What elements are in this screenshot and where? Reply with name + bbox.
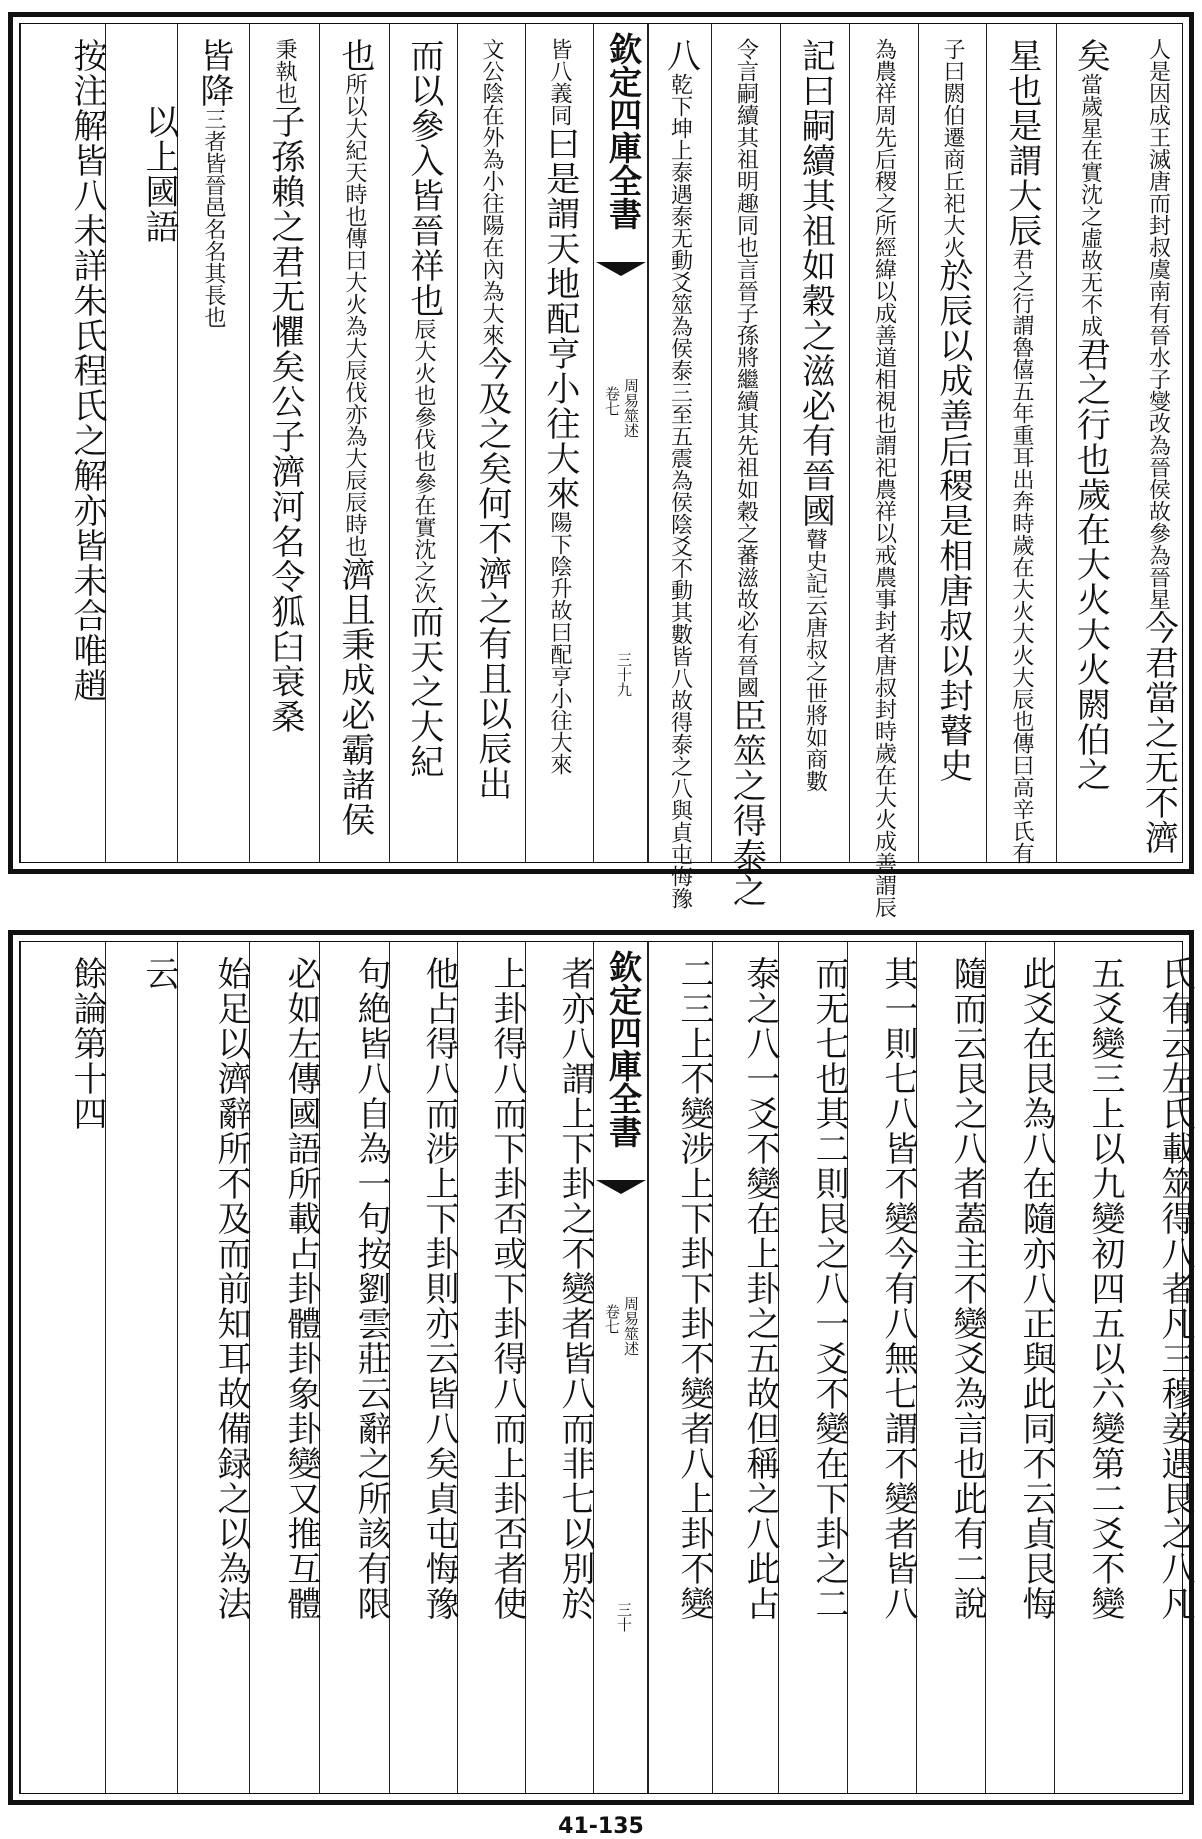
annotation-text: 文公陰在外為小往陽在內為大來 [479,38,505,346]
page-spine [593,24,648,862]
text-column [249,942,319,1793]
page-spine [593,942,648,1793]
text-column [20,942,105,1793]
annotation-text: 陽下陰升故曰配亨小往大來 [547,511,573,775]
section-heading: 餘論第十四 [67,956,107,1131]
main-text: 必如左傳國語所載占卦體卦象卦變又推互體 [281,956,321,1621]
text-column [1054,942,1123,1793]
main-text: 以上國語 [139,104,179,244]
main-text: 而无七也其二則艮之八一爻不變在下卦之二 [809,956,849,1621]
main-text: 泰之八一爻不變在上卦之五故但稱之八此占 [740,956,780,1621]
annotation-text: 人是因成王滅唐而封叔虞南有晉水子燮改為晉侯故參為晉星 [1145,38,1171,610]
book-title: 周易筮述 [622,1296,640,1356]
main-text: 句絶皆八自為一句按劉雲莊云辭之所該有限 [351,956,391,1621]
volume-label: 卷七 [603,386,621,416]
text-column [648,24,711,909]
annotation-text: 為農祥周先后稷之所經緯以成善道相視也謂祀農祥以戒農事封者唐叔封時歲在大火 [871,38,897,830]
text-column [1123,942,1193,1793]
main-text: 其一則七八皆不變今有八無七謂不變者皆八 [878,956,918,1621]
text-column [105,942,177,1793]
main-text: 今君當之无不濟 [1138,610,1179,855]
main-text: 記曰嗣續其祖如穀之滋必有晉國 [795,38,836,528]
annotation-text: 當歲星在實沈之虛故无不成 [1077,73,1103,337]
text-column [177,24,249,862]
fishtail-mark [596,262,645,284]
text-column [389,942,457,1793]
text-column [249,24,319,862]
main-text: 子孫賴之君无懼矣公子濟河名令狐臼衰桑 [264,104,305,734]
text-column [916,942,985,1793]
top-page [8,12,1194,918]
main-text: 於辰以成善后稷是相唐叔以封瞽史 [932,258,973,783]
main-text: 始足以濟辭所不及而前知耳故備録之以為法 [211,956,251,1621]
leaf-number: 三十九 [615,652,633,697]
text-column [177,942,249,1793]
top-page-frame [19,23,1183,918]
main-text: 云 [139,956,179,991]
main-text: 上卦得八而下卦否或下卦得八而上卦否者使 [487,956,527,1621]
text-column [389,24,457,862]
bottom-page-frame [19,941,1195,1794]
text-column [1123,24,1193,862]
main-text: 今及之矣何不濟之有且以辰出 [471,346,512,801]
main-text: 他占得八而涉上下卦則亦云皆八矣貞屯悔豫 [419,956,459,1621]
main-text: 而以參入皆晉祥也 [403,38,444,318]
text-column [319,942,389,1793]
main-text: 皆降 [193,38,234,108]
running-title: 欽定四庫全書 [604,32,643,230]
main-text: 臣筮之得泰之 [726,698,767,908]
main-text: 濟且秉成必霸諸侯 [334,557,375,837]
annotation-text: 皆八義同 [547,38,573,126]
text-column [457,942,525,1793]
text-column [985,942,1054,1793]
volume-label: 卷七 [603,1304,621,1334]
annotation-text: 瞽史記云唐叔之世將如商數 [802,528,828,792]
annotation-text: 成善謂辰 [871,830,897,918]
text-column [918,24,986,862]
main-text: 按注解皆八未詳朱氏程氏之解亦皆未合唯趙 [67,38,107,703]
bottom-page [8,930,1194,1805]
fishtail-mark [596,1180,645,1202]
annotation-text: 子曰閼伯遷商丘祀大火 [940,38,966,258]
annotation-text: 三者皆晉邑名名其長也 [201,108,227,328]
annotation-text: 所以大紀天時也傳曰大火為大辰伐亦為大辰辰時也 [342,73,368,557]
annotation-text: 乾下坤上泰遇泰无動爻筮為侯泰三至五震為侯陰爻不動其數皆八故得泰之八與貞屯悔豫 [667,73,693,909]
main-text: 也 [334,38,375,73]
text-column [847,942,916,1793]
main-text: 者亦八謂上下卦之不變者皆八而非七以別於 [555,956,595,1621]
annotation-text: 秉執也 [272,38,298,104]
main-text: 星也是謂大辰 [1001,38,1042,248]
main-text: 矣 [1070,38,1111,73]
text-column [648,942,712,1793]
text-column [1056,24,1123,862]
main-text: 氏有云左氏載筮得八者凡三穆姜遇艮之八凡 [1155,956,1195,1621]
annotation-text: 君之行謂魯僖五年重耳出奔時歲在大火大火大辰也傳曰高辛氏有 [1009,248,1035,864]
annotation-text: 辰大火也參伐也參在實沈之次 [411,318,437,604]
main-text: 隨而云艮之八者蓋主不變爻為言也此有二說 [947,956,987,1621]
text-column [20,24,105,862]
text-column [849,24,918,918]
text-column [457,24,525,862]
main-text: 八 [660,38,701,73]
text-column [780,24,849,862]
text-column [778,942,847,1793]
text-column [712,942,778,1793]
leaf-number: 三十 [615,1602,633,1632]
text-column [986,24,1056,862]
text-column [105,24,177,862]
text-column [525,942,593,1793]
running-title: 欽定四庫全書 [604,950,643,1148]
main-text: 五爻變三上以九變初四五以六變第二爻不變 [1085,956,1125,1621]
main-text: 此爻在艮為八在隨亦八正與此同不云貞艮悔 [1016,956,1056,1621]
book-title: 周易筮述 [622,378,640,438]
main-text: 而天之大紀 [403,604,444,779]
text-column [525,24,593,862]
text-column [319,24,389,862]
main-text: 曰是謂天地配亨小往大來 [539,126,580,511]
text-column [711,24,780,908]
page-number: 41-135 [558,1814,644,1839]
main-text: 君之行也歲在大火大火閼伯之 [1070,337,1111,792]
annotation-text: 令言嗣續其祖明趣同也言晉子孫將繼續其先祖如穀之蕃滋故必有晉國 [733,38,759,698]
main-text: 二三上不變涉上下卦下卦不變者八上卦不變 [674,956,714,1621]
